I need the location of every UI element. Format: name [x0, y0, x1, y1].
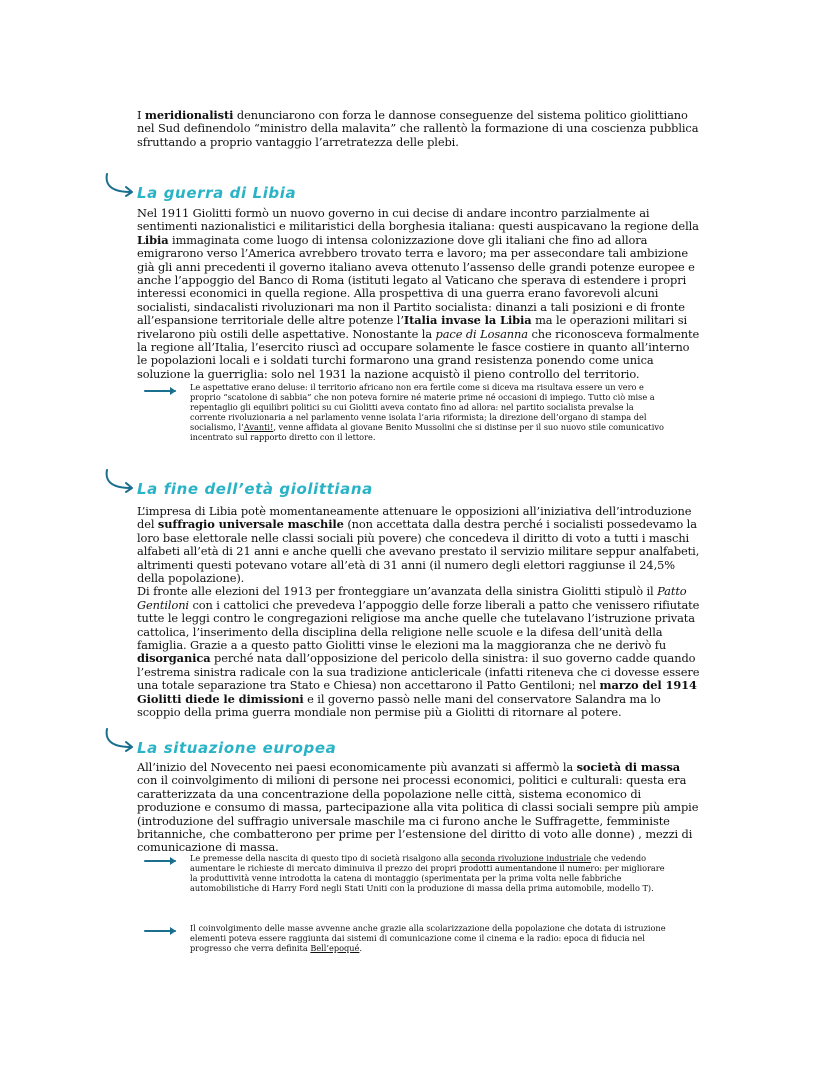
- section-paragraph: Nel 1911 Giolitti formò un nuovo governo in cui decise di andare incontro parzialmente ai sentimenti nazionalistici e militaristici della borghesia italiana: questi auspicavano la regione della Libia immaginata come luogo di intensa colonizzazione dove gli italiani che fino ad allora emigrarono verso l’America avrebbero trovato terra e lavoro; ma per assecondare tali ambizione già gli anni precedenti il governo italiano aveva ottenuto l’assenso delle grandi potenze europee e anche l’appoggio del Banco di Roma (istituti legato al Vaticano che sperava di estendere i propri interessi economici in quella regione. Alla prospettiva di una guerra erano favorevoli alcuni socialisti, sindacalisti rivoluzionari ma non il Partito socialista: dinanzi a tali posizioni e di fronte all’espansione territoriale delle altre potenze l’Italia invase la Libia ma le operazioni militari si rivelarono più ostili delle aspettative. Nonostante la pace di Losanna che riconosceva formalmente la regione all’Italia, l’esercito riuscì ad occupare solamente le fasce costiere in quanto all’interno le popolazioni locali e i soldati turchi formarono una grand resistenza ponendo come unica soluzione la guerriglia: solo nel 1931 la nazione acquistò il pieno controllo del territorio.: [137, 206, 700, 381]
- note-paragraph: Le aspettative erano deluse: il territorio africano non era fertile come si diceva ma risultava essere un vero e proprio “scatolone di sabbia” che non poteva fornire né materie prime né occasioni di impiego. Tutto ciò mise a repentaglio gli equilibri politici su cui Giolitti aveva contato fino ad allora: nel partito socialista prevalse la corrente rivoluzionaria a nel parlamento venne isolata l’aria riformista; la direzione dell’organo di stampa del socialismo, l’Avanti!, venne affidata al giovane Benito Mussolini che si distinse per il suo nuovo stile comunicativo incentrato sul rapporto diretto con il lettore.: [190, 382, 664, 443]
- curved-arrow-icon: [104, 727, 136, 753]
- arrow-right-icon: [144, 926, 178, 936]
- section-paragraph: L’impresa di Libia potè momentaneamente attenuare le opposizioni all’iniziativa dell’introduzione del suffragio universale maschile (non accettata dalla destra perché i socialisti possedevamo la loro base elettorale nelle classi sociali più povere) che concedeva il diritto di voto a tutti i maschi alfabeti all’età di 21 anni e anche quelli che avevano prestato il servizio militare seppur analfabeti, altrimenti questi potevano votare all’età di 31 anni (il numero degli elettori raggiunse il 24,5% della popolazione). Di fronte alle elezioni del 1913 per fronteggiare un’avanzata della sinistra Giolitti stipulò il Patto Gentiloni con i cattolici che prevedeva l’appoggio delle forze liberali a patto che venissero rifiutate tutte le leggi contro le congregazioni religiose ma anche quelle che tutelavano l’istruzione privata cattolica, l’inserimento della disciplina della religione nelle scuole e la difesa dell’unità della famiglia. Grazie a a questo patto Giolitti vinse le elezioni ma la maggioranza che ne derivò fu disorganica perché nata dall’opposizione del pericolo della sinistra: il suo governo cadde quando l’estrema sinistra radicale con la sua tradizione anticlericale (infatti riteneva che ci dovesse essere una totale separazione tra Stato e Chiesa) non accettarono il Patto Gentiloni; nel marzo del 1914 Giolitti diede le dimissioni e il governo passò nelle mani del conservatore Salandra ma lo scoppio della prima guerra mondiale non permise più a Giolitti di ritornare al potere.: [137, 504, 700, 720]
- note-paragraph: Il coinvolgimento delle masse avvenne anche grazie alla scolarizzazione della popolazione che dotata di istruzione elementi poteva essere raggiunta dai sistemi di comunicazione come il cinema e la radio: epoca di fiducia nel progresso che verra definita Bell’epoqué.: [190, 923, 666, 954]
- arrow-right-icon: [144, 856, 178, 866]
- note-paragraph: Le premesse della nascita di questo tipo di società risalgono alla seconda rivoluzione industriale che vedendo aumentare le richieste di mercato diminuiva il prezzo dei propri prodotti aumentandone il numero: per migliorare la produttività venne introdotta la catena di montaggio (sperimentata per la prima volta nelle fabbriche automobilistiche di Harry Ford negli Stati Uniti con la produzione di massa della prima automobile, modello T).: [190, 853, 665, 894]
- section-paragraph: All’inizio del Novecento nei paesi economicamente più avanzati si affermò la società di massa con il coinvolgimento di milioni di persone nei processi economici, politici e culturali: questa era caratterizzata da una concentrazione della popolazione nelle città, sistema economico di produzione e consumo di massa, partecipazione alla vita politica di classi sociali sempre più ampie (introduzione del suffragio universale maschile ma ci furono anche le Suffragette, femministe britanniche, che combatterono per prime per l’estensione del diritto di voto alle donne) , mezzi di comunicazione di massa.: [137, 760, 699, 855]
- section-title-guerra-libia: La guerra di Libia: [137, 184, 297, 202]
- curved-arrow-icon: [104, 172, 136, 198]
- curved-arrow-icon: [104, 468, 136, 494]
- section-title-situazione-europea: La situazione europea: [137, 739, 337, 757]
- intro-paragraph: I meridionalisti denunciarono con forza le dannose conseguenze del sistema politico giolittiano nel Sud definendolo “ministro della malavita” che rallentò la formazione di una coscienza pubblica sfruttando a proprio vantaggio l’arretratezza delle plebi.: [137, 108, 699, 149]
- section-title-fine-eta-giolittiana: La fine dell’età giolittiana: [137, 480, 373, 498]
- arrow-right-icon: [144, 386, 178, 396]
